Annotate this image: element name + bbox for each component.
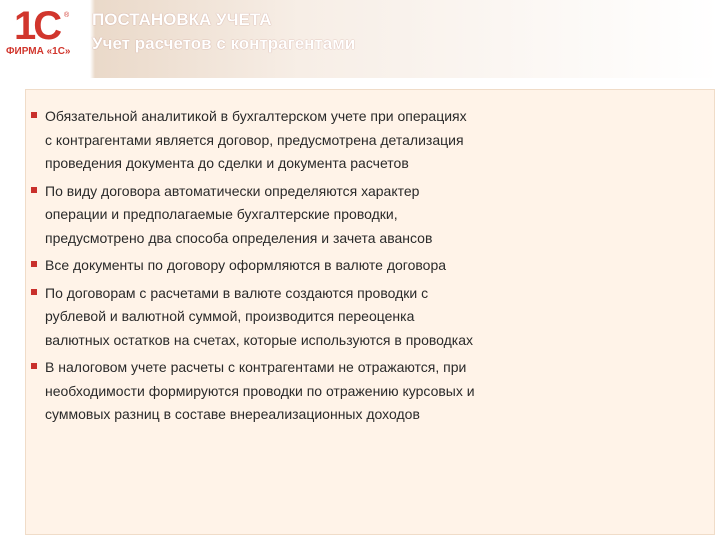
bullet-line: необходимости формируются проводки по отражению курсовых и	[45, 382, 475, 399]
logo-mark: 1С	[14, 4, 60, 48]
square-bullet-icon	[31, 112, 37, 118]
bullet-text	[45, 105, 586, 176]
registered-mark: ®	[64, 12, 70, 19]
bullet-item	[26, 105, 586, 176]
bullet-text	[45, 282, 586, 353]
bullet-line: операции и предполагаемые бухгалтерские проводки,	[45, 206, 398, 222]
logo-caption: ФИРМА «1С»	[6, 46, 71, 57]
square-bullet-icon	[31, 363, 37, 369]
bullet-line: предусмотрено два способа определения и зачета авансов	[45, 229, 433, 246]
bullet-item	[26, 282, 586, 353]
bullet-text	[45, 180, 586, 251]
square-bullet-icon	[31, 261, 37, 267]
bullet-list	[26, 105, 586, 431]
bullet-line: В налоговом учете расчеты с контрагентами не отражаются, при	[45, 359, 467, 375]
page-subtitle: Учет расчетов с контрагентами	[92, 34, 356, 53]
bullet-item	[26, 254, 586, 278]
header-bar	[0, 0, 720, 78]
bullet-line: с контрагентами является договор, предусмотрена детализация	[45, 131, 464, 148]
bullet-line: По договорам с расчетами в валюте создаются проводки с	[45, 284, 429, 301]
bullet-line: проведения документа до сделки и документа расчетов	[45, 155, 409, 171]
square-bullet-icon	[31, 289, 37, 295]
bullet-line: валютных остатков на счетах, которые используются в проводках	[45, 331, 474, 348]
bullet-line: Обязательной аналитикой в бухгалтерском учете при операциях	[45, 108, 467, 124]
bullet-line: суммовых разниц в составе внереализационных доходов	[45, 406, 420, 422]
company-logo	[6, 4, 84, 66]
bullet-line: Все документы по договору оформляются в валюте договора	[45, 257, 447, 273]
content-panel	[25, 89, 715, 535]
bullet-line: По виду договора автоматически определяются характер	[45, 182, 420, 199]
square-bullet-icon	[31, 187, 37, 193]
bullet-line: рублевой и валютной суммой, производится переоценка	[45, 308, 415, 324]
page-title: ПОСТАНОВКА УЧЕТА	[92, 10, 272, 29]
bullet-text	[45, 356, 586, 427]
bullet-text	[45, 254, 586, 278]
bullet-item	[26, 356, 586, 427]
bullet-item	[26, 180, 586, 251]
